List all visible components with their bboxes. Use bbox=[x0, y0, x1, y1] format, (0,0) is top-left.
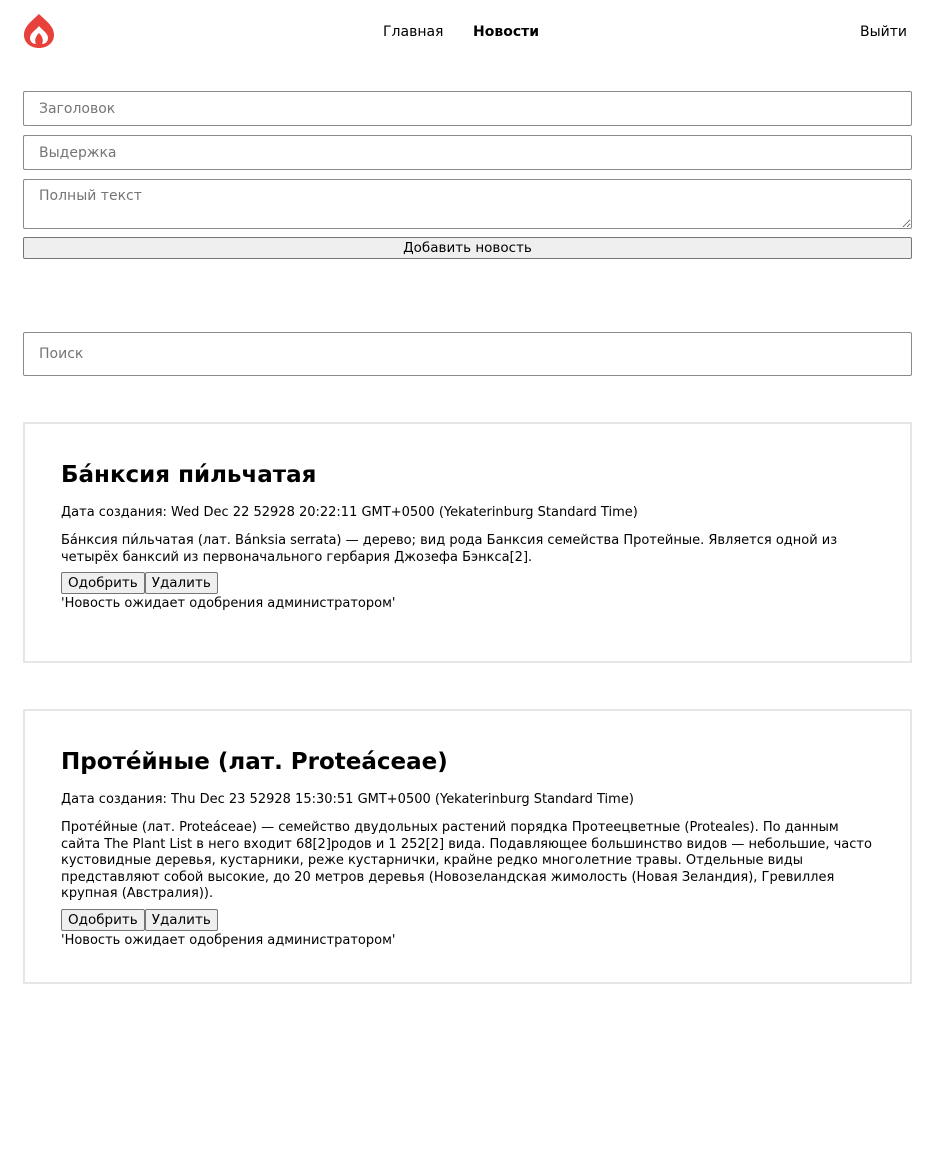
news-actions bbox=[61, 909, 874, 931]
news-date: Дата создания: Thu Dec 23 52928 15:30:51 GMT+0500 (Yekaterinburg Standard Time) bbox=[61, 792, 634, 807]
news-text: Ба́нксия пи́льчатая (лат. Bánksia serrata) — дерево; вид рода Банксия семейства Протейные. Является одной из четырёх банксий из первоначального гербария Джозефа Бэнкса[2]. bbox=[61, 533, 838, 565]
news-actions bbox=[61, 572, 874, 594]
logout-link[interactable]: Выйти bbox=[859, 24, 907, 40]
nav-news-link[interactable]: Новости bbox=[473, 24, 540, 40]
full-text-textarea[interactable] bbox=[23, 179, 912, 229]
approve-button[interactable]: Одобрить bbox=[61, 572, 145, 594]
news-status: 'Новость ожидает одобрения администратором' bbox=[61, 596, 396, 611]
news-text: Проте́йные (лат. Proteáceae) — семейство двудольных растений порядка Протеецветные (Proteales). По данным сайта The Plant List в него входит 68[2]родов и 1 252[2] вида. Подавляющее большинство видов — небольшие, часто кустовидные деревья, кустарники, реже кустарнички, крайне редко многолетние травы. Отдельные виды представляют собой высокие, до 20 метров деревья (Новозеландская жимолость (Новая Зеландия), Гревиллея крупная (Австралия)). bbox=[61, 820, 872, 901]
news-date: Дата создания: Wed Dec 22 52928 20:22:11 GMT+0500 (Yekaterinburg Standard Time) bbox=[61, 505, 638, 520]
news-status: 'Новость ожидает одобрения администратором' bbox=[61, 932, 396, 948]
flame-logo-icon[interactable] bbox=[22, 13, 56, 49]
approve-button[interactable]: Одобрить bbox=[61, 909, 145, 931]
delete-button[interactable]: Удалить bbox=[145, 909, 218, 931]
news-title: Проте́йные (лат. Proteáceae) bbox=[61, 749, 448, 775]
site-header bbox=[0, 0, 935, 64]
title-input[interactable] bbox=[23, 91, 912, 126]
delete-button[interactable]: Удалить bbox=[145, 572, 218, 594]
excerpt-input[interactable] bbox=[23, 135, 912, 170]
nav-home-link[interactable]: Главная bbox=[383, 24, 444, 40]
add-news-button[interactable]: Добавить новость bbox=[23, 237, 912, 259]
news-card bbox=[23, 709, 912, 984]
search-input[interactable] bbox=[23, 332, 912, 376]
news-card bbox=[23, 422, 912, 663]
news-title: Ба́нксия пи́льчатая bbox=[61, 462, 317, 488]
